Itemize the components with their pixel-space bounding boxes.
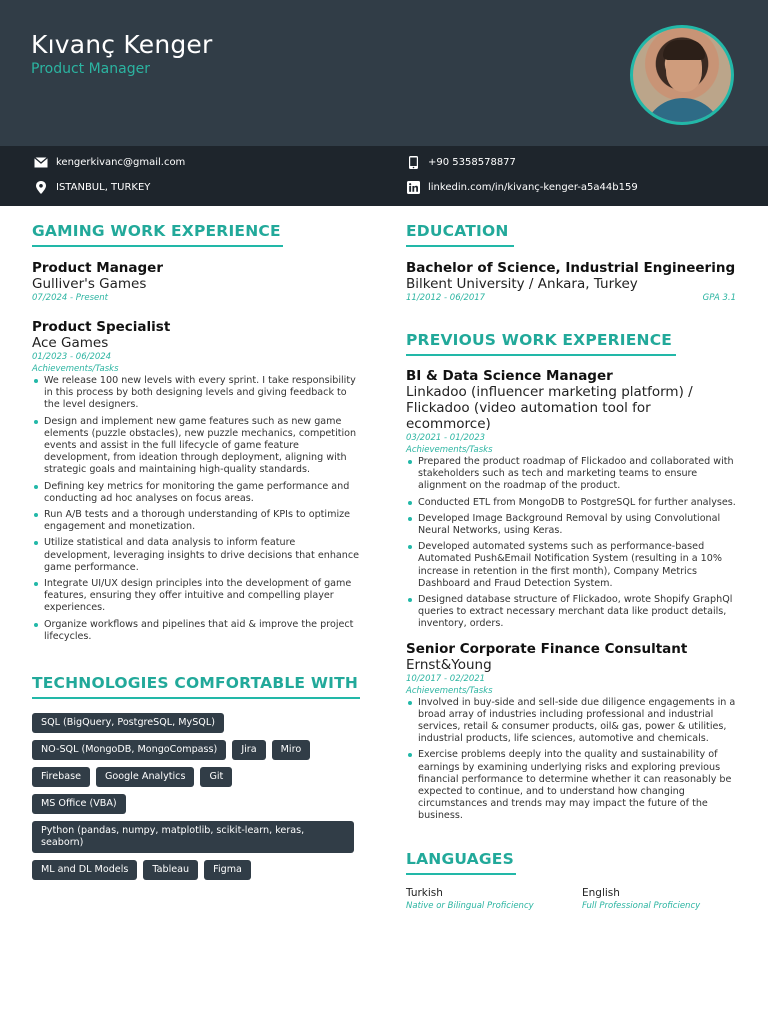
tag: NO-SQL (MongoDB, MongoCompass)	[32, 740, 226, 760]
job-date: 07/2024 - Present	[32, 293, 109, 303]
job-title: Senior Corporate Finance Consultant	[406, 640, 688, 657]
right-column	[406, 206, 736, 912]
job-title: Product Manager	[32, 260, 163, 276]
linkedin-icon	[406, 181, 420, 193]
list-item: Run A/B tests and a thorough understanding of KPIs to optimize engagement and monetization.	[32, 509, 362, 533]
technology-tags	[32, 713, 362, 880]
list-item: Design and implement new game features such as new game elements (puzzle obstacles), new puzzle mechanics, competition events and assist in the full lifecycle of game feature development, from ideation through deployment, aligning with strategic goals and maintaining high-quality standards.	[32, 416, 362, 477]
list-item: Organize workflows and pipelines that aid & improve the project lifecycles.	[32, 619, 362, 643]
tag: Figma	[204, 860, 251, 880]
tag: Jira	[232, 740, 265, 760]
job-entry	[32, 319, 362, 643]
job-company: Ace Games	[32, 335, 109, 351]
language-name: Turkish	[406, 886, 443, 899]
phone-text: +90 5358578877	[428, 156, 516, 168]
job-title: BI & Data Science Manager	[406, 368, 613, 384]
section-title-technologies: TECHNOLOGIES COMFORTABLE WITH	[32, 673, 360, 699]
job-title: Product Specialist	[32, 319, 171, 335]
list-item: Developed Image Background Removal by using Convolutional Neural Networks, using Keras.	[406, 513, 736, 537]
language-name: English	[582, 886, 620, 899]
contact-email[interactable]	[34, 156, 185, 168]
candidate-name: Kıvanç Kenger	[31, 30, 213, 59]
linkedin-text: linkedin.com/in/kivanç-kenger-a5a44b159	[428, 181, 638, 193]
job-date: 10/2017 - 02/2021	[406, 673, 486, 684]
education-date: 11/2012 - 06/2017	[406, 293, 486, 303]
tag: Git	[200, 767, 232, 787]
section-title-previous: PREVIOUS WORK EXPERIENCE	[406, 330, 676, 356]
resume-header	[0, 0, 768, 146]
left-column	[32, 206, 362, 880]
email-text: kengerkivanc@gmail.com	[56, 156, 186, 168]
envelope-icon	[34, 156, 48, 168]
list-item: Prepared the product roadmap of Flickadoo and collaborated with stakeholders such as tech and marketing teams to ensure alignment on the roadmap of the product.	[406, 456, 736, 493]
list-item: Exercise problems deeply into the quality and sustainability of earnings by examining underlying risks and exploring previous financial performance to determine whether it can reasonably be expected to continue, and to understand how changing circumstances and trends may may impact the future of the business.	[406, 749, 736, 822]
achievements-list	[406, 456, 736, 631]
education-entry	[406, 260, 736, 304]
job-company: Ernst&Young	[406, 656, 492, 673]
tag: ML and DL Models	[32, 860, 137, 880]
contact-linkedin[interactable]	[406, 181, 638, 193]
achievements-label: Achievements/Tasks	[32, 364, 119, 374]
tag: Miro	[272, 740, 311, 760]
list-item: Developed automated systems such as performance-based Automated Push&Email Notification System (resulting in a 10% increase in retention in the first month), Company Metrics Dashboard and Fraud Detection System.	[406, 541, 736, 590]
school: Bilkent University / Ankara, Turkey	[406, 276, 638, 292]
job-date: 03/2021 - 01/2023	[406, 433, 486, 443]
contact-bar	[0, 146, 768, 206]
list-item: Defining key metrics for monitoring the game performance and conducting ad hoc analyses on focus areas.	[32, 481, 362, 505]
job-company: Gulliver's Games	[32, 276, 147, 292]
tag: MS Office (VBA)	[32, 794, 126, 814]
contact-phone[interactable]	[406, 156, 516, 168]
language-level: Native or Bilingual Proficiency	[406, 900, 534, 911]
profile-photo	[630, 25, 734, 125]
list-item: Designed database structure of Flickadoo, wrote Shopify GraphQl queries to extract necessary merchant data like product details, inventory, orders.	[406, 594, 736, 631]
achievements-list	[406, 697, 736, 823]
degree: Bachelor of Science, Industrial Engineering	[406, 260, 736, 276]
section-title-languages: LANGUAGES	[406, 849, 516, 875]
achievements-label: Achievements/Tasks	[406, 445, 493, 455]
tag: Python (pandas, numpy, matplotlib, scikit-learn, keras, seaborn)	[32, 821, 354, 853]
achievements-list	[32, 375, 362, 643]
tag: SQL (BigQuery, PostgreSQL, MySQL)	[32, 713, 224, 733]
tag: Tableau	[143, 860, 198, 880]
job-entry	[406, 641, 736, 823]
job-entry	[406, 368, 736, 631]
job-date: 01/2023 - 06/2024	[32, 352, 112, 362]
list-item: Conducted ETL from MongoDB to PostgreSQL for further analyses.	[406, 497, 736, 509]
language-item	[582, 887, 700, 912]
job-entry	[32, 260, 362, 304]
location-pin-icon	[34, 181, 48, 193]
section-title-education: EDUCATION	[406, 221, 514, 247]
tag: Google Analytics	[96, 767, 194, 787]
language-level: Full Professional Proficiency	[582, 900, 701, 911]
list-item: Utilize statistical and data analysis to inform feature development, leveraging insights to drive decisions that enhance game performance.	[32, 537, 362, 574]
list-item: We release 100 new levels with every sprint. I take responsibility in this process by both designing levels and giving feedback to the level designers.	[32, 375, 362, 412]
phone-icon	[406, 156, 420, 168]
location-text: ISTANBUL, TURKEY	[56, 181, 151, 193]
candidate-role: Product Manager	[31, 61, 150, 77]
language-item	[406, 887, 542, 912]
section-title-gaming: GAMING WORK EXPERIENCE	[32, 221, 283, 247]
contact-location	[34, 181, 150, 193]
tag: Firebase	[32, 767, 90, 787]
gpa: GPA 3.1	[702, 293, 736, 303]
job-company: Linkadoo (influencer marketing platform) / Flickadoo (video automation tool for ecommorce)	[406, 384, 693, 432]
languages-list	[406, 887, 736, 912]
achievements-label: Achievements/Tasks	[406, 685, 493, 696]
list-item: Involved in buy-side and sell-side due diligence engagements in a broad array of industries including professional and industrial services, retail & consumer products, oil& gas, power & utilities, industrial products, life sciences, automotive and chemicals.	[406, 697, 736, 746]
list-item: Integrate UI/UX design principles into the development of game features, ensuring they offer intuitive and compelling player experiences.	[32, 578, 362, 615]
